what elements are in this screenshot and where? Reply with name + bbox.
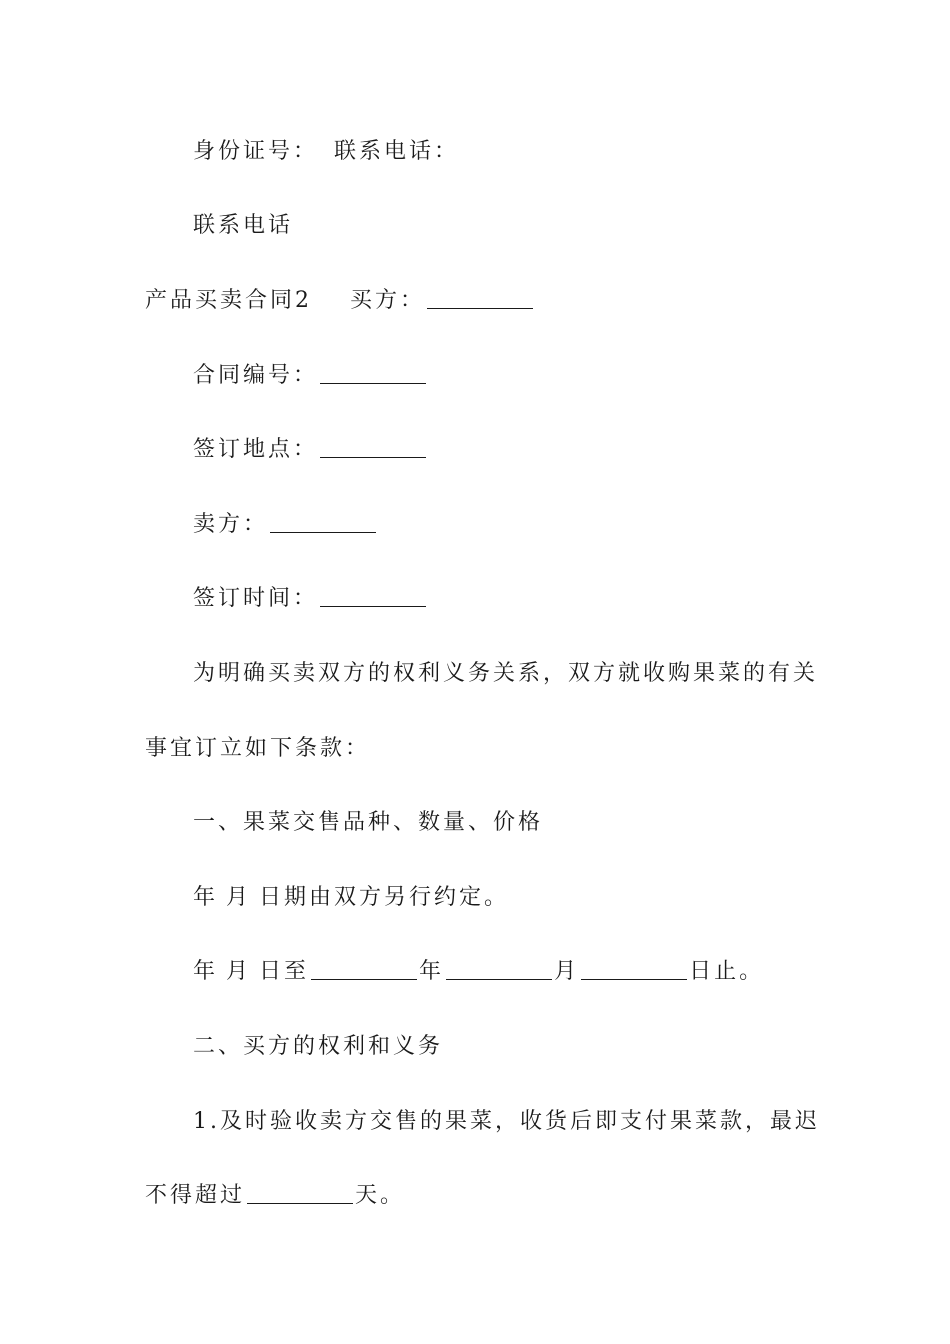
sign-time-blank[interactable]	[320, 584, 426, 607]
seller-blank[interactable]	[270, 510, 376, 533]
sign-place-blank[interactable]	[320, 435, 426, 458]
intro-paragraph-line-1	[193, 659, 818, 689]
days-blank[interactable]	[247, 1181, 353, 1204]
clause-1-line-2	[145, 1181, 405, 1211]
buyer-blank[interactable]	[427, 286, 533, 309]
end-year-blank[interactable]	[311, 957, 417, 980]
range-year-start-label: 年	[193, 959, 219, 984]
range-end-label: 日止。	[689, 959, 765, 984]
date-agreement-line	[193, 883, 509, 913]
sign-place-label: 签订地点：	[193, 437, 319, 462]
intro-text-1: 为明确买卖双方的权利义务关系，双方就收购果菜的有关	[193, 661, 819, 686]
range-year-label: 年	[419, 959, 445, 984]
clause-1-text-1: 1.及时验收卖方交售的果菜，收货后即支付果菜款，最迟	[193, 1109, 820, 1134]
id-phone-line	[193, 137, 459, 167]
buyer-label: 买方：	[350, 288, 426, 313]
seller-line	[193, 510, 378, 540]
clause-1-text-2a: 不得超过	[145, 1183, 246, 1208]
seller-label: 卖方：	[193, 512, 269, 537]
range-day-to-label: 日至	[259, 959, 310, 984]
contract-title: 产品买卖合同2	[145, 288, 312, 313]
end-month-blank[interactable]	[446, 957, 552, 980]
phone-label: 联系电话：	[334, 139, 460, 164]
id-number-label: 身份证号：	[193, 139, 319, 164]
date-range-line	[193, 957, 764, 987]
section-1-text: 一、果菜交售品种、数量、价格	[193, 810, 544, 835]
intro-paragraph-line-2	[145, 734, 370, 764]
sign-place-line	[193, 435, 428, 465]
contract-number-line	[193, 361, 428, 391]
section-2-heading	[193, 1032, 443, 1062]
range-month-start-label: 月	[226, 959, 252, 984]
date-agreement-text: 日期由双方另行约定。	[259, 885, 510, 910]
contract-number-label: 合同编号：	[193, 363, 319, 388]
date-year-label: 年	[193, 885, 219, 910]
sign-time-label: 签订时间：	[193, 586, 319, 611]
range-month-label: 月	[554, 959, 580, 984]
section-1-heading	[193, 808, 543, 838]
end-day-blank[interactable]	[581, 957, 687, 980]
sign-time-line	[193, 584, 428, 614]
clause-1-line-1	[193, 1107, 820, 1137]
contract-number-blank[interactable]	[320, 361, 426, 384]
clause-1-text-2b: 天。	[355, 1183, 406, 1208]
contract-title-line	[145, 286, 535, 316]
section-2-text: 二、买方的权利和义务	[193, 1034, 444, 1059]
phone-label-2: 联系电话	[193, 213, 294, 238]
phone-line	[193, 211, 293, 241]
intro-text-2: 事宜订立如下条款：	[145, 736, 371, 761]
date-month-label: 月	[226, 885, 252, 910]
